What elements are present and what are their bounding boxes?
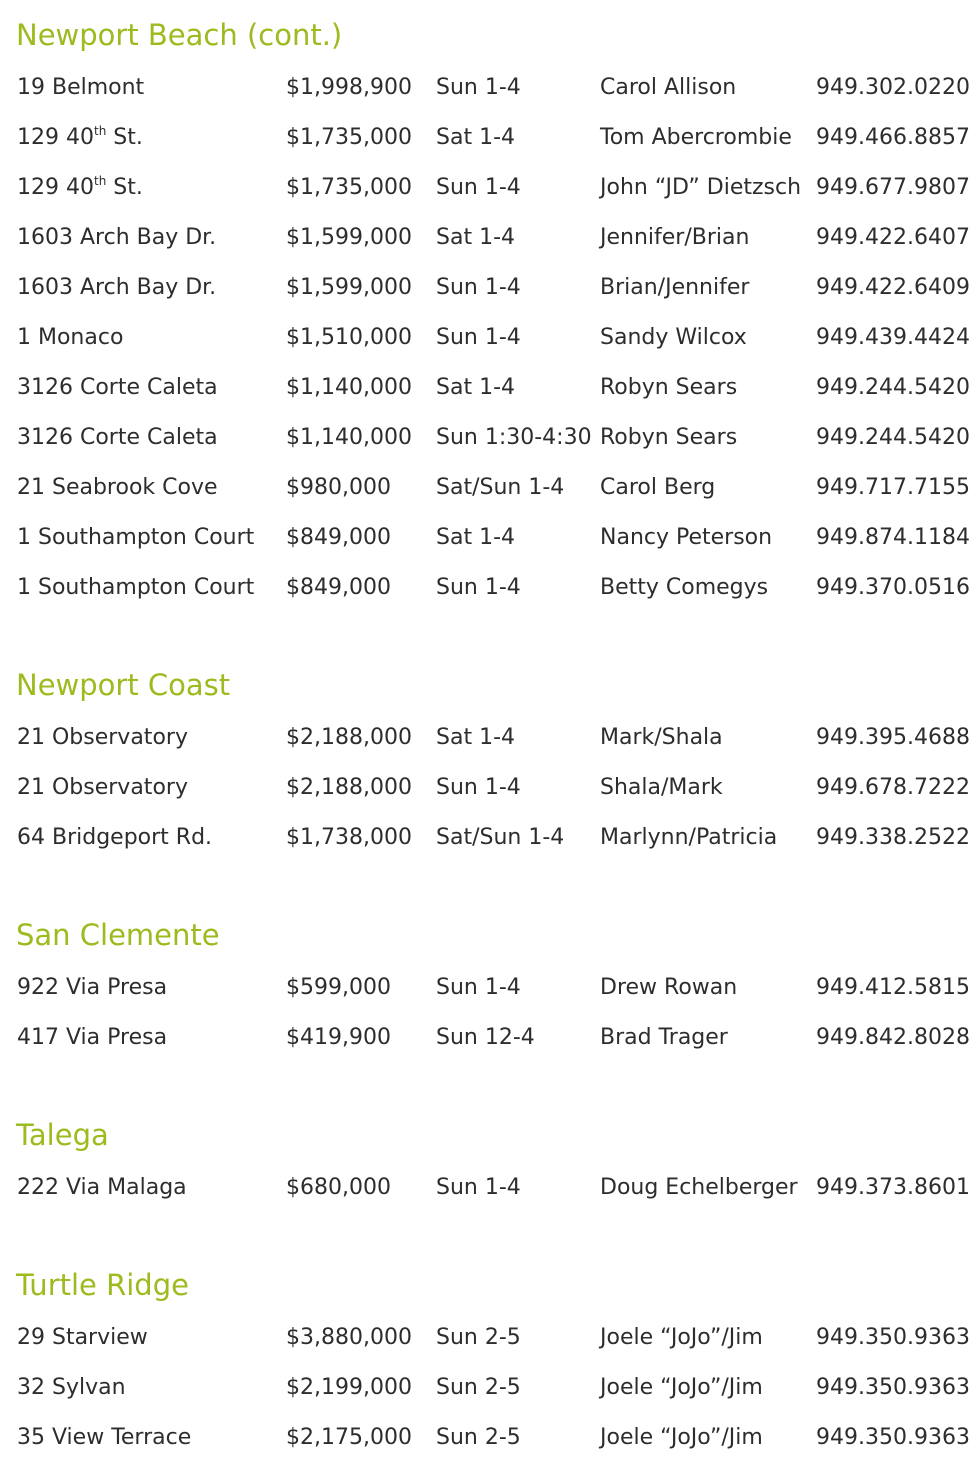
listing-phone: 949.244.5420 <box>816 425 970 450</box>
listing-address: 3126 Corte Caleta <box>17 425 218 450</box>
listing-open-house-time: Sun 1-4 <box>436 575 521 600</box>
listing-address: 21 Seabrook Cove <box>17 475 218 500</box>
listing-price: $1,599,000 <box>286 275 412 300</box>
listing-price: $2,199,000 <box>286 1375 412 1400</box>
listing-address: 922 Via Presa <box>17 975 168 1000</box>
listing-open-house-time: Sat/Sun 1-4 <box>436 825 565 850</box>
listing-open-house-time: Sat 1-4 <box>436 125 515 150</box>
listing-open-house-time: Sun 1:30-4:30 <box>436 425 592 450</box>
listing-phone: 949.439.4424 <box>816 325 970 350</box>
listing-price: $2,175,000 <box>286 1425 412 1450</box>
listing-address <box>17 123 143 153</box>
listing-open-house-time: Sun 1-4 <box>436 975 521 1000</box>
listing-price: $599,000 <box>286 975 391 1000</box>
listing-phone: 949.678.7222 <box>816 775 970 800</box>
listing-row <box>0 1023 976 1053</box>
listing-address: 64 Bridgeport Rd. <box>17 825 213 850</box>
listing-address: 19 Belmont <box>17 75 145 100</box>
listing-agent: Mark/Shala <box>600 725 723 750</box>
listing-phone: 949.842.8028 <box>816 1025 970 1050</box>
listing-agent: Betty Comegys <box>600 575 769 600</box>
listing-phone: 949.677.9807 <box>816 175 970 200</box>
listing-open-house-time: Sun 1-4 <box>436 75 521 100</box>
listing-open-house-time: Sun 1-4 <box>436 1175 521 1200</box>
listing-agent: Brian/Jennifer <box>600 275 750 300</box>
listing-row <box>0 473 976 503</box>
listing-row <box>0 173 976 203</box>
listing-agent: Marlynn/Patricia <box>600 825 778 850</box>
listing-agent: Robyn Sears <box>600 425 738 450</box>
listing-phone: 949.412.5815 <box>816 975 970 1000</box>
listing-price: $1,510,000 <box>286 325 412 350</box>
listing-address: 35 View Terrace <box>17 1425 192 1450</box>
section-title-newport-coast: Newport Coast <box>16 668 231 702</box>
listing-agent: Nancy Peterson <box>600 525 773 550</box>
listing-row <box>0 1373 976 1403</box>
listing-agent: John “JD” Dietzsch <box>600 175 802 200</box>
listing-agent: Shala/Mark <box>600 775 723 800</box>
listing-row <box>0 373 976 403</box>
listing-price: $680,000 <box>286 1175 391 1200</box>
listing-agent: Robyn Sears <box>600 375 738 400</box>
listing-phone: 949.244.5420 <box>816 375 970 400</box>
section-title-talega: Talega <box>16 1118 109 1152</box>
listing-agent: Carol Berg <box>600 475 716 500</box>
listing-address: 3126 Corte Caleta <box>17 375 218 400</box>
listing-phone: 949.338.2522 <box>816 825 970 850</box>
listing-open-house-time: Sun 1-4 <box>436 175 521 200</box>
address-street: St. <box>106 125 143 150</box>
listing-agent: Joele “JoJo”/Jim <box>600 1325 763 1350</box>
listing-open-house-time: Sat 1-4 <box>436 375 515 400</box>
address-number: 129 40 <box>17 125 94 150</box>
listing-phone: 949.422.6409 <box>816 275 970 300</box>
listing-price: $849,000 <box>286 575 391 600</box>
listing-phone: 949.395.4688 <box>816 725 970 750</box>
listing-phone: 949.373.8601 <box>816 1175 970 1200</box>
listing-agent: Sandy Wilcox <box>600 325 747 350</box>
listing-row <box>0 1423 976 1453</box>
listing-price: $1,738,000 <box>286 825 412 850</box>
listing-row <box>0 1323 976 1353</box>
address-number: 129 40 <box>17 175 94 200</box>
ordinal-suffix: th <box>93 124 107 138</box>
listing-phone: 949.302.0220 <box>816 75 970 100</box>
listing-row <box>0 423 976 453</box>
listing-open-house-time: Sat 1-4 <box>436 525 515 550</box>
listing-open-house-time: Sun 2-5 <box>436 1325 521 1350</box>
listing-row <box>0 73 976 103</box>
listing-open-house-time: Sun 2-5 <box>436 1375 521 1400</box>
listing-address: 417 Via Presa <box>17 1025 168 1050</box>
listing-open-house-time: Sun 12-4 <box>436 1025 535 1050</box>
listing-price: $1,140,000 <box>286 375 412 400</box>
listing-phone: 949.717.7155 <box>816 475 970 500</box>
ordinal-suffix: th <box>93 174 107 188</box>
listing-row <box>0 823 976 853</box>
listing-phone: 949.874.1184 <box>816 525 970 550</box>
listing-phone: 949.350.9363 <box>816 1425 970 1450</box>
listing-address <box>17 173 143 203</box>
listing-address: 21 Observatory <box>17 775 188 800</box>
section-title-turtle-ridge: Turtle Ridge <box>16 1268 189 1302</box>
listing-price: $2,188,000 <box>286 775 412 800</box>
listing-address: 1 Southampton Court <box>17 525 255 550</box>
listing-price: $1,998,900 <box>286 75 412 100</box>
listing-price: $980,000 <box>286 475 391 500</box>
listing-agent: Carol Allison <box>600 75 737 100</box>
listing-open-house-time: Sun 1-4 <box>436 275 521 300</box>
listing-address: 21 Observatory <box>17 725 188 750</box>
listing-address: 1603 Arch Bay Dr. <box>17 275 217 300</box>
address-street: St. <box>106 175 143 200</box>
listing-phone: 949.350.9363 <box>816 1325 970 1350</box>
section-title-newport-beach: Newport Beach (cont.) <box>16 18 343 52</box>
listing-address: 32 Sylvan <box>17 1375 126 1400</box>
listing-open-house-time: Sun 2-5 <box>436 1425 521 1450</box>
listing-row <box>0 973 976 1003</box>
listing-phone: 949.370.0516 <box>816 575 970 600</box>
listing-agent: Drew Rowan <box>600 975 738 1000</box>
listing-phone: 949.422.6407 <box>816 225 970 250</box>
listing-agent: Jennifer/Brian <box>600 225 750 250</box>
listing-address: 1 Southampton Court <box>17 575 255 600</box>
listing-row <box>0 773 976 803</box>
listing-row <box>0 723 976 753</box>
listing-agent: Joele “JoJo”/Jim <box>600 1375 763 1400</box>
listing-open-house-time: Sun 1-4 <box>436 325 521 350</box>
listing-row <box>0 273 976 303</box>
listing-price: $1,140,000 <box>286 425 412 450</box>
listing-row <box>0 323 976 353</box>
listing-agent: Doug Echelberger <box>600 1175 798 1200</box>
listing-row <box>0 123 976 153</box>
listing-agent: Joele “JoJo”/Jim <box>600 1425 763 1450</box>
listing-phone: 949.466.8857 <box>816 125 970 150</box>
listing-address: 1 Monaco <box>17 325 124 350</box>
listing-row <box>0 573 976 603</box>
listing-price: $1,599,000 <box>286 225 412 250</box>
listing-agent: Tom Abercrombie <box>600 125 792 150</box>
listing-open-house-time: Sun 1-4 <box>436 775 521 800</box>
listing-row <box>0 223 976 253</box>
listing-address: 29 Starview <box>17 1325 148 1350</box>
listing-agent: Brad Trager <box>600 1025 728 1050</box>
listing-open-house-time: Sat/Sun 1-4 <box>436 475 565 500</box>
listing-row <box>0 523 976 553</box>
listing-price: $419,900 <box>286 1025 391 1050</box>
listing-address: 1603 Arch Bay Dr. <box>17 225 217 250</box>
section-title-san-clemente: San Clemente <box>16 918 220 952</box>
listing-price: $2,188,000 <box>286 725 412 750</box>
listing-phone: 949.350.9363 <box>816 1375 970 1400</box>
listing-price: $1,735,000 <box>286 175 412 200</box>
listing-price: $3,880,000 <box>286 1325 412 1350</box>
listing-price: $849,000 <box>286 525 391 550</box>
listing-price: $1,735,000 <box>286 125 412 150</box>
listing-open-house-time: Sat 1-4 <box>436 725 515 750</box>
listing-open-house-time: Sat 1-4 <box>436 225 515 250</box>
listing-address: 222 Via Malaga <box>17 1175 187 1200</box>
listing-row <box>0 1173 976 1203</box>
